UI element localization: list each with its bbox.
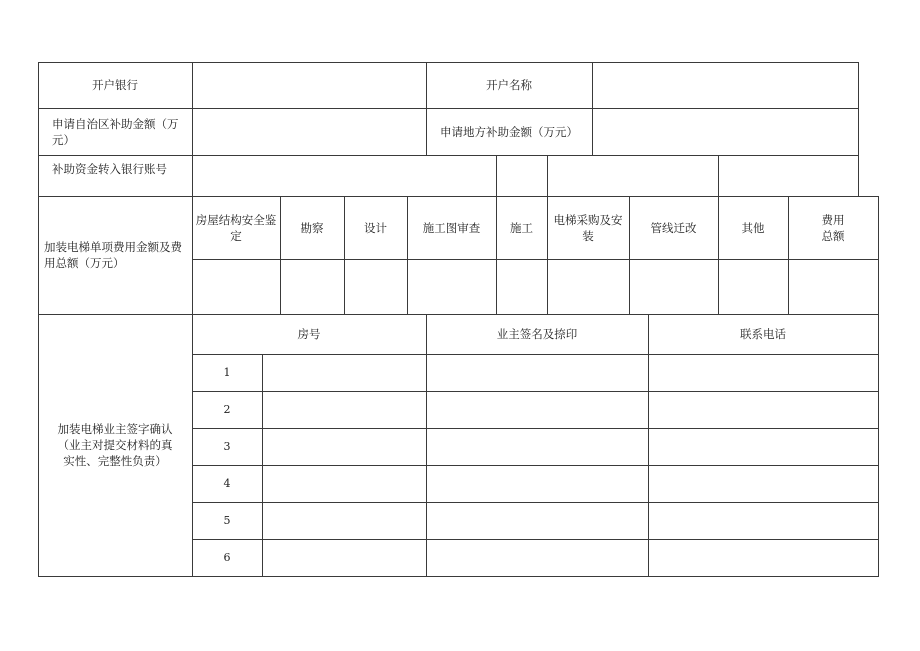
row-number: 3 <box>223 439 231 453</box>
row-number: 6 <box>223 550 231 564</box>
phone-field[interactable] <box>648 465 878 502</box>
room-field[interactable] <box>262 502 426 539</box>
signature-field[interactable] <box>426 502 648 539</box>
signature-field[interactable] <box>426 539 648 576</box>
signature-field[interactable] <box>426 354 648 391</box>
local-subsidy-label: 申请地方补助金额（万元） <box>440 124 578 139</box>
room-field[interactable] <box>262 354 426 391</box>
signature-field[interactable] <box>426 428 648 465</box>
signature-field[interactable] <box>426 465 648 502</box>
phone-field[interactable] <box>648 391 878 428</box>
cost-input-structural-appraisal[interactable] <box>192 259 280 314</box>
transfer-account-field[interactable] <box>192 155 496 196</box>
cost-header-construction: 施工 <box>510 220 533 235</box>
cost-input-design[interactable] <box>344 259 407 314</box>
cost-header-structural-appraisal: 房屋结构安全鉴定 <box>195 212 277 243</box>
cost-header-survey: 勘察 <box>300 220 324 235</box>
cost-header-drawing-review: 施工图审查 <box>422 220 481 235</box>
cost-input-other[interactable] <box>718 259 788 314</box>
cost-header-total: 费用总额 <box>821 212 845 243</box>
phone-field[interactable] <box>648 354 878 391</box>
room-header: 房号 <box>297 327 321 341</box>
owner-confirm-label: 加装电梯业主签字确认（业主对提交材料的真实性、完整性负责） <box>57 422 173 468</box>
cost-input-total[interactable] <box>788 259 878 314</box>
region-subsidy-field[interactable] <box>192 108 426 155</box>
row-number: 2 <box>223 402 231 416</box>
bank-label: 开户银行 <box>92 78 138 92</box>
cost-row-label: 加装电梯单项费用金额及费用总额（万元） <box>44 240 182 270</box>
grid-line <box>878 196 879 577</box>
room-field[interactable] <box>262 465 426 502</box>
phone-field[interactable] <box>648 539 878 576</box>
bank-field[interactable] <box>192 62 426 108</box>
signature-header: 业主签名及捺印 <box>496 327 578 341</box>
local-subsidy-field[interactable] <box>592 108 858 155</box>
phone-header: 联系电话 <box>740 327 786 341</box>
cost-input-elevator-purchase[interactable] <box>547 259 629 314</box>
row-number: 1 <box>223 365 231 379</box>
grid-line <box>38 576 879 577</box>
cost-header-pipeline-relocation: 管线迁改 <box>650 220 697 235</box>
phone-field[interactable] <box>648 502 878 539</box>
room-field[interactable] <box>262 539 426 576</box>
region-subsidy-label: 申请自治区补助金额（万元） <box>52 116 179 147</box>
room-field[interactable] <box>262 391 426 428</box>
cost-input-pipeline-relocation[interactable] <box>629 259 718 314</box>
phone-field[interactable] <box>648 428 878 465</box>
account-name-field[interactable] <box>592 62 858 108</box>
cost-header-other: 其他 <box>741 220 765 235</box>
row-number: 4 <box>223 476 231 490</box>
account-name-label: 开户名称 <box>486 78 532 92</box>
cost-input-survey[interactable] <box>280 259 344 314</box>
grid-line <box>858 62 859 197</box>
cost-header-elevator-purchase: 电梯采购及安装 <box>553 212 623 243</box>
room-field[interactable] <box>262 428 426 465</box>
signature-field[interactable] <box>426 391 648 428</box>
transfer-account-label: 补助资金转入银行账号 <box>52 162 167 176</box>
row-number: 5 <box>223 513 231 527</box>
cost-header-design: 设计 <box>364 220 387 235</box>
cost-input-construction[interactable] <box>496 259 547 314</box>
cost-input-drawing-review[interactable] <box>407 259 496 314</box>
